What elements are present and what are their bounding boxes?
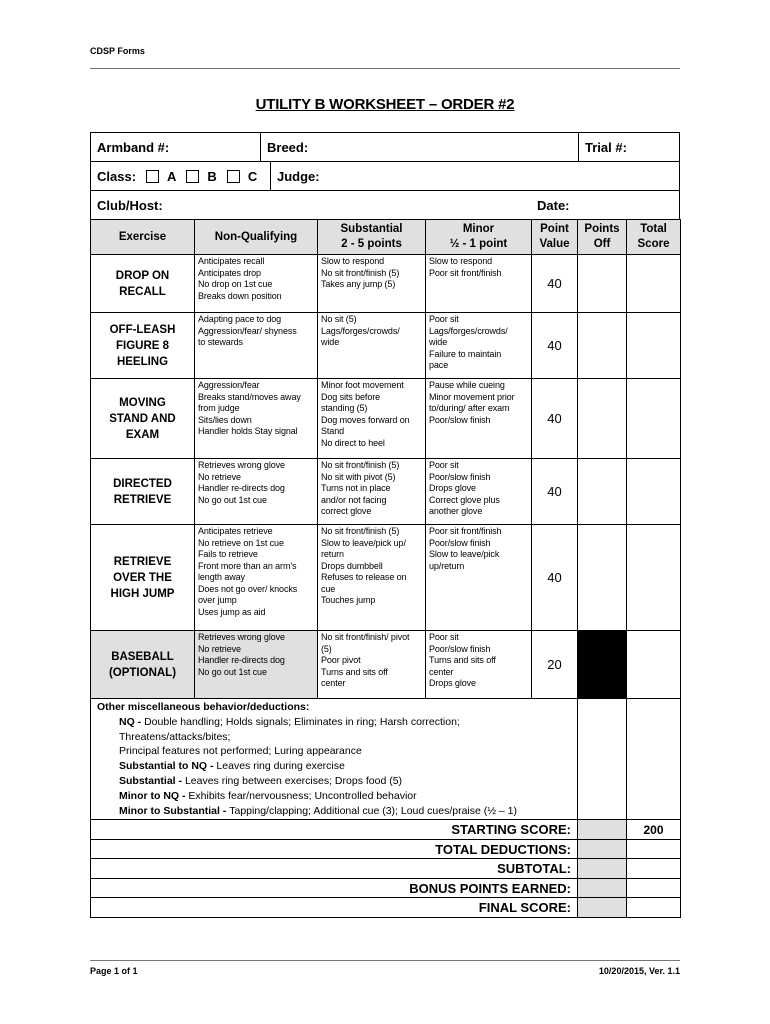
score-value[interactable]: 200 bbox=[627, 820, 681, 840]
exercise-name-line: RETRIEVE bbox=[113, 493, 172, 506]
fault-item: No retrieve on 1st cue bbox=[198, 537, 284, 548]
misc-heading: Other miscellaneous behavior/deductions: bbox=[97, 701, 310, 713]
score-row bbox=[91, 859, 681, 879]
fault-item: Fails to retrieve bbox=[198, 549, 258, 559]
fault-item: Lags/forges/crowds/ bbox=[321, 325, 400, 336]
fault-item: correct glove bbox=[321, 506, 372, 516]
header-divider bbox=[90, 68, 680, 69]
fault-item: Poor sit front/finish bbox=[429, 526, 502, 536]
fault-item: Does not go over/ knocks bbox=[198, 583, 298, 594]
judge-field[interactable]: Judge: bbox=[277, 168, 320, 184]
misc-line-text: Tapping/clapping; Additional cue (3); Loud cues/praise (½ – 1) bbox=[229, 804, 518, 817]
exercise-col-header: Exercise bbox=[91, 220, 195, 255]
score-value[interactable] bbox=[627, 859, 681, 879]
fault-item: Adapting pace to dog bbox=[198, 314, 282, 324]
minor-faults bbox=[426, 379, 532, 459]
misc-line-label: Substantial to NQ - bbox=[119, 760, 217, 773]
fault-item: to stewards bbox=[198, 337, 243, 347]
substantial-faults bbox=[318, 631, 426, 699]
exercise-row bbox=[91, 255, 681, 313]
fault-item: Slow to respond bbox=[321, 256, 385, 266]
minor-faults bbox=[426, 631, 532, 699]
exercise-row bbox=[91, 525, 681, 631]
fault-item: No direct to heel bbox=[321, 437, 385, 448]
table-header-row bbox=[91, 220, 681, 255]
fault-item: Stand bbox=[321, 426, 345, 436]
fault-item: Anticipates retrieve bbox=[198, 526, 273, 536]
class-a-checkbox[interactable] bbox=[146, 170, 159, 183]
fault-item: Aggression/fear/ shyness bbox=[198, 325, 297, 336]
point-value: 40 bbox=[532, 313, 578, 379]
fault-item: Slow to respond bbox=[429, 256, 493, 266]
nq-col-header: Non-Qualifying bbox=[195, 220, 318, 255]
class-a-label: A bbox=[167, 168, 177, 184]
point-value-col-header: Point Value bbox=[532, 220, 578, 255]
misc-line bbox=[119, 759, 571, 774]
substantial-col-header: Substantial 2 - 5 points bbox=[318, 220, 426, 255]
misc-line bbox=[119, 789, 571, 804]
fault-item: over jump bbox=[198, 595, 237, 605]
total-score-cell[interactable] bbox=[627, 379, 681, 459]
points-off-cell bbox=[578, 631, 627, 699]
exercise-name-line: OFF-LEASH bbox=[109, 323, 176, 336]
fault-item: Poor sit bbox=[429, 632, 459, 642]
substantial-faults bbox=[318, 459, 426, 525]
fault-item: Dog moves forward on bbox=[321, 414, 410, 425]
fault-item: Minor foot movement bbox=[321, 380, 404, 390]
exercise-name-line: BASEBALL bbox=[111, 650, 174, 663]
fault-item: No sit (5) bbox=[321, 314, 357, 324]
armband-field[interactable]: Armband #: bbox=[91, 133, 261, 161]
fault-item: Handler re-directs dog bbox=[198, 483, 285, 493]
breed-field[interactable]: Breed: bbox=[261, 133, 579, 161]
exercise-name-line: EXAM bbox=[125, 428, 160, 441]
class-label: Class: bbox=[97, 168, 137, 184]
exercise-name-line: DROP ON bbox=[115, 269, 170, 282]
nq-faults bbox=[195, 459, 318, 525]
misc-total-score[interactable] bbox=[627, 699, 681, 820]
point-value: 20 bbox=[532, 631, 578, 699]
exercise-name-line: (OPTIONAL) bbox=[108, 666, 177, 679]
fault-item: No drop on 1st cue bbox=[198, 279, 273, 289]
fault-item: Drops dumbbell bbox=[321, 560, 383, 571]
points-off-cell[interactable] bbox=[578, 525, 627, 631]
misc-line bbox=[119, 715, 571, 745]
worksheet-table bbox=[90, 219, 681, 918]
substantial-faults bbox=[318, 313, 426, 379]
class-c-label: C bbox=[247, 168, 258, 184]
fault-item: Takes any jump (5) bbox=[321, 279, 396, 289]
fault-item: Turns and sits off bbox=[429, 655, 496, 665]
page-title: UTILITY B WORKSHEET – ORDER #2 bbox=[255, 96, 515, 113]
exercise-row bbox=[91, 313, 681, 379]
club-row bbox=[90, 190, 680, 220]
misc-line-text: Exhibits fear/nervousness; Uncontrolled behavior bbox=[188, 789, 417, 802]
fault-item: Pause while cueing bbox=[429, 380, 505, 390]
misc-line-label: Minor to NQ - bbox=[119, 789, 189, 802]
fault-item: Slow to leave/pick up/ bbox=[321, 537, 406, 548]
score-shaded-cell bbox=[578, 898, 627, 918]
fault-item: No retrieve bbox=[198, 471, 241, 482]
fault-item: up/return bbox=[429, 560, 465, 571]
fault-item: cue bbox=[321, 583, 336, 594]
fault-item: Handler holds Stay signal bbox=[198, 426, 298, 436]
class-b-checkbox[interactable] bbox=[186, 170, 199, 183]
fault-item: wide bbox=[429, 337, 448, 347]
substantial-faults bbox=[318, 255, 426, 313]
fault-item: Retrieves wrong glove bbox=[198, 460, 285, 470]
fault-item: another glove bbox=[429, 506, 483, 516]
exercise-name bbox=[91, 459, 195, 525]
fault-item: Drops glove bbox=[429, 678, 476, 688]
fault-item: Poor sit bbox=[429, 460, 459, 470]
exercise-row bbox=[91, 459, 681, 525]
fault-item: Lags/forges/crowds/ bbox=[429, 325, 508, 336]
fault-item: (5) bbox=[321, 643, 332, 654]
fault-item: center bbox=[429, 666, 454, 677]
fault-item: to/during/ after exam bbox=[429, 403, 510, 413]
fault-item: Uses jump as aid bbox=[198, 606, 266, 617]
score-label: BONUS POINTS EARNED: bbox=[91, 878, 578, 898]
fault-item: No sit front/finish (5) bbox=[321, 526, 400, 536]
fault-item: Refuses to release on bbox=[321, 572, 407, 582]
nq-faults bbox=[195, 313, 318, 379]
minor-faults bbox=[426, 459, 532, 525]
misc-line-label: NQ - bbox=[119, 715, 145, 728]
exercise-name bbox=[91, 255, 195, 313]
score-row bbox=[91, 839, 681, 859]
version-date: 10/20/2015, Ver. 1.1 bbox=[598, 966, 680, 976]
class-selector bbox=[91, 162, 271, 190]
misc-line-label: Minor to Substantial - bbox=[119, 804, 230, 817]
fault-item: Dog sits before bbox=[321, 391, 381, 402]
fault-item: No sit front/finish (5) bbox=[321, 460, 400, 470]
score-shaded-cell bbox=[578, 839, 627, 859]
fault-item: No retrieve bbox=[198, 643, 241, 654]
class-b-label: B bbox=[207, 168, 217, 184]
misc-row bbox=[91, 699, 681, 820]
fault-item: Minor movement prior bbox=[429, 391, 515, 402]
total-score-col-header: Total Score bbox=[627, 220, 681, 255]
nq-faults bbox=[195, 379, 318, 459]
fault-item: center bbox=[321, 678, 346, 688]
fault-item: Poor/slow finish bbox=[429, 414, 491, 425]
exercise-name-line: OVER THE bbox=[113, 571, 172, 584]
misc-points-off[interactable] bbox=[578, 699, 627, 820]
fault-item: Sits/lies down bbox=[198, 414, 252, 425]
fault-item: Poor sit bbox=[429, 314, 459, 324]
fault-item: Breaks stand/moves away bbox=[198, 391, 301, 402]
score-value[interactable] bbox=[627, 898, 681, 918]
misc-line-text: Leaves ring during exercise bbox=[216, 760, 345, 773]
exercise-name-line: DIRECTED bbox=[113, 477, 172, 490]
score-row bbox=[91, 878, 681, 898]
fault-item: Poor/slow finish bbox=[429, 537, 491, 548]
fault-item: Poor/slow finish bbox=[429, 471, 491, 482]
score-label: SUBTOTAL: bbox=[91, 859, 578, 879]
fault-item: Poor/slow finish bbox=[429, 643, 491, 654]
fault-item: Failure to maintain bbox=[429, 348, 502, 359]
fault-item: pace bbox=[429, 360, 449, 370]
points-off-cell[interactable] bbox=[578, 379, 627, 459]
class-c-checkbox[interactable] bbox=[227, 170, 240, 183]
minor-faults bbox=[426, 313, 532, 379]
fault-item: from judge bbox=[198, 403, 240, 413]
points-off-cell[interactable] bbox=[578, 459, 627, 525]
footer-divider bbox=[90, 960, 680, 961]
point-value: 40 bbox=[532, 459, 578, 525]
score-row bbox=[91, 820, 681, 840]
points-off-cell[interactable] bbox=[578, 255, 627, 313]
fault-item: Anticipates recall bbox=[198, 256, 265, 266]
fault-item: Handler re-directs dog bbox=[198, 655, 285, 665]
misc-deductions bbox=[91, 699, 578, 820]
score-value[interactable] bbox=[627, 839, 681, 859]
nq-faults bbox=[195, 525, 318, 631]
point-value: 40 bbox=[532, 379, 578, 459]
misc-line bbox=[119, 744, 571, 759]
score-shaded-cell bbox=[578, 820, 627, 840]
class-row bbox=[90, 161, 680, 191]
misc-line-text: Leaves ring between exercises; Drops food (5) bbox=[184, 774, 403, 787]
fault-item: Poor sit front/finish bbox=[429, 267, 502, 278]
exercise-name bbox=[91, 379, 195, 459]
fault-item: No go out 1st cue bbox=[198, 666, 267, 677]
fault-item: Breaks down position bbox=[198, 290, 282, 301]
exercise-name-line: FIGURE 8 bbox=[115, 339, 170, 352]
exercise-name-line: HIGH JUMP bbox=[110, 587, 175, 600]
exercise-name-line: RETRIEVE bbox=[113, 555, 172, 568]
fault-item: Slow to leave/pick bbox=[429, 549, 500, 559]
point-value: 40 bbox=[532, 255, 578, 313]
misc-line bbox=[119, 804, 571, 819]
fault-item: Touches jump bbox=[321, 595, 376, 605]
substantial-faults bbox=[318, 379, 426, 459]
exercise-name-line: HEELING bbox=[116, 355, 169, 368]
fault-item: Turns and sits off bbox=[321, 666, 388, 677]
nq-faults bbox=[195, 631, 318, 699]
substantial-faults bbox=[318, 525, 426, 631]
fault-item: No sit front/finish (5) bbox=[321, 267, 400, 278]
misc-line-text: Principal features not performed; Luring appearance bbox=[119, 745, 362, 758]
score-label: FINAL SCORE: bbox=[91, 898, 578, 918]
fault-item: Poor pivot bbox=[321, 655, 361, 665]
exercise-name bbox=[91, 631, 195, 699]
score-shaded-cell bbox=[578, 859, 627, 879]
points-off-col-header: Points Off bbox=[578, 220, 627, 255]
score-row bbox=[91, 898, 681, 918]
total-score-cell[interactable] bbox=[627, 525, 681, 631]
fault-item: standing (5) bbox=[321, 403, 368, 413]
form-series-label: CDSP Forms bbox=[90, 46, 145, 56]
fault-item: Front more than an arm's bbox=[198, 560, 297, 571]
fault-item: and/or not facing bbox=[321, 494, 387, 505]
fault-item: wide bbox=[321, 337, 340, 347]
fault-item: length away bbox=[198, 572, 245, 582]
score-label: STARTING SCORE: bbox=[91, 820, 578, 840]
exercise-row bbox=[91, 631, 681, 699]
minor-col-header: Minor ½ - 1 point bbox=[426, 220, 532, 255]
fault-item: Retrieves wrong glove bbox=[198, 632, 285, 642]
fault-item: No sit with pivot (5) bbox=[321, 471, 396, 482]
exercise-name bbox=[91, 313, 195, 379]
fault-item: return bbox=[321, 549, 344, 559]
score-shaded-cell bbox=[578, 878, 627, 898]
exercise-row bbox=[91, 379, 681, 459]
exercise-name-line: RECALL bbox=[119, 285, 166, 298]
fault-item: Aggression/fear bbox=[198, 380, 260, 390]
minor-faults bbox=[426, 255, 532, 313]
club-host-field[interactable]: Club/Host: bbox=[97, 197, 163, 213]
exercise-name-line: STAND AND bbox=[109, 412, 176, 425]
fault-item: Drops glove bbox=[429, 483, 476, 493]
total-score-cell[interactable] bbox=[627, 631, 681, 699]
score-label: TOTAL DEDUCTIONS: bbox=[91, 839, 578, 859]
nq-faults bbox=[195, 255, 318, 313]
fault-item: No sit front/finish/ pivot bbox=[321, 632, 410, 642]
points-off-cell[interactable] bbox=[578, 313, 627, 379]
fault-item: Correct glove plus bbox=[429, 494, 500, 505]
fault-item: Anticipates drop bbox=[198, 267, 261, 278]
fault-item: No go out 1st cue bbox=[198, 494, 267, 505]
exercise-name-line: MOVING bbox=[119, 396, 166, 409]
armband-row bbox=[90, 132, 680, 162]
misc-line bbox=[119, 774, 571, 789]
minor-faults bbox=[426, 525, 532, 631]
fault-item: Turns not in place bbox=[321, 483, 391, 493]
total-score-cell[interactable] bbox=[627, 255, 681, 313]
point-value: 40 bbox=[532, 525, 578, 631]
date-field[interactable]: Date: bbox=[537, 197, 570, 213]
score-value[interactable] bbox=[627, 878, 681, 898]
trial-field[interactable]: Trial #: bbox=[585, 139, 627, 155]
exercise-name bbox=[91, 525, 195, 631]
total-score-cell[interactable] bbox=[627, 313, 681, 379]
page-number: Page 1 of 1 bbox=[90, 966, 138, 976]
misc-line-label: Substantial - bbox=[119, 774, 185, 787]
misc-line-text: Double handling; Holds signals; Eliminates in ring; Harsh correction; Threatens/attacks/bites; bbox=[119, 715, 460, 743]
total-score-cell[interactable] bbox=[627, 459, 681, 525]
